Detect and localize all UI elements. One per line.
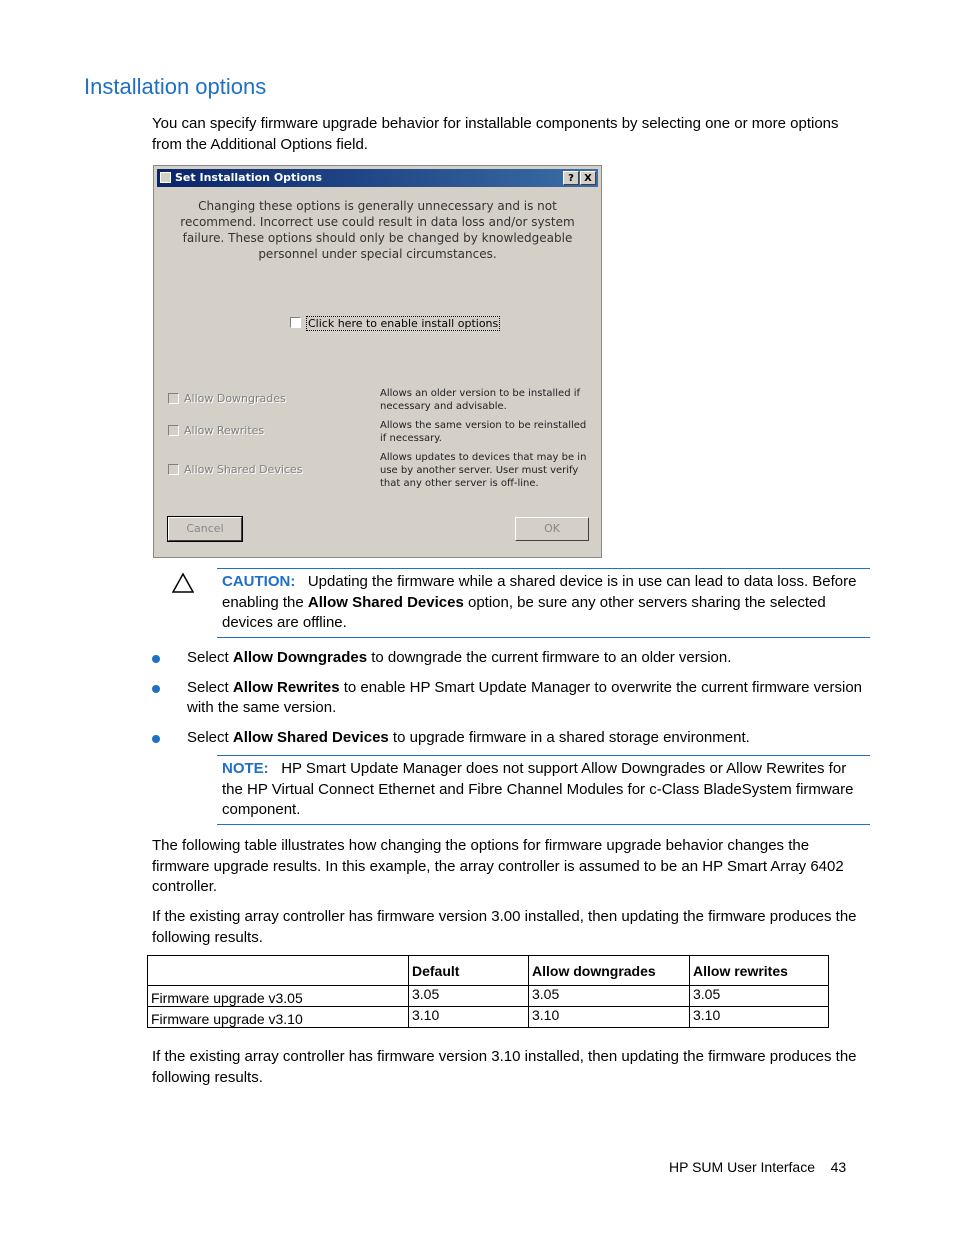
set-installation-options-dialog	[153, 165, 602, 558]
page-footer	[669, 1159, 846, 1175]
window-icon	[160, 172, 171, 183]
table-header-row	[148, 956, 829, 986]
bullet-icon	[152, 655, 160, 663]
table-cell: 3.10	[529, 1007, 690, 1028]
page-title: Installation options	[84, 74, 267, 99]
allow-downgrades-checkbox[interactable]	[168, 393, 179, 404]
allow-downgrades-desc: Allows an older version to be installed if necessary and advisable.	[380, 388, 581, 412]
table-cell: 3.05	[529, 986, 690, 1007]
enable-options-label[interactable]: Click here to enable install options	[308, 317, 499, 330]
table-cell: 3.10	[690, 1007, 829, 1028]
note-bottom-rule	[217, 824, 870, 825]
dialog-titlebar	[157, 169, 598, 187]
close-button[interactable]: X	[580, 171, 596, 185]
caution-text: CAUTION: Updating the firmware while a shared device is in use can lead to data loss. Before enabling the Allow Shared Devices option, be sure any other servers sharing the selected devices are offline.	[222, 573, 857, 631]
cancel-button[interactable]: Cancel	[168, 517, 242, 541]
enable-options-checkbox[interactable]	[290, 317, 301, 328]
table-row	[148, 986, 829, 1007]
table-cell: 3.05	[409, 986, 529, 1007]
bullet-icon	[152, 735, 160, 743]
allow-rewrites-checkbox[interactable]	[168, 425, 179, 436]
dialog-warning-text: Changing these options is generally unnecessary and is not recommend. Incorrect use could result in data loss and/or system failure. These options should only be changed by knowledgeable personnel under special circumstances.	[180, 199, 575, 261]
bullet-allow-shared-devices: Select Allow Shared Devices to upgrade firmware in a shared storage environment.	[187, 729, 750, 746]
note-text: NOTE: HP Smart Update Manager does not support Allow Downgrades or Allow Rewrites for the HP Virtual Connect Ethernet and Fibre Channel Modules for c-Class BladeSystem firmware component.	[222, 760, 854, 818]
bullet-allow-downgrades: Select Allow Downgrades to downgrade the current firmware to an older version.	[187, 649, 732, 666]
table-header: Default	[409, 956, 529, 986]
note-top-rule	[217, 755, 870, 756]
table-cell: Firmware upgrade v3.10	[148, 1007, 409, 1028]
note-label: NOTE:	[222, 760, 269, 777]
footer-section: HP SUM User Interface	[669, 1159, 816, 1175]
bullet-icon	[152, 685, 160, 693]
caution-top-rule	[217, 568, 870, 569]
version-300-paragraph: If the existing array controller has firmware version 3.00 installed, then updating the firmware produces the following results.	[152, 908, 857, 946]
table-cell: 3.05	[690, 986, 829, 1007]
allow-rewrites-desc: Allows the same version to be reinstalled if necessary.	[380, 420, 587, 444]
allow-shared-devices-desc: Allows updates to devices that may be in use by another server. User must verify that any other server is off-line.	[380, 452, 587, 489]
allow-rewrites-label: Allow Rewrites	[184, 424, 265, 437]
caution-triangle-icon	[172, 572, 194, 594]
ok-button[interactable]: OK	[515, 517, 589, 541]
bullet-allow-rewrites: Select Allow Rewrites to enable HP Smart Update Manager to overwrite the current firmware version with the same version.	[187, 679, 863, 716]
table-header	[148, 956, 409, 986]
caution-bottom-rule	[217, 637, 870, 638]
allow-shared-devices-label: Allow Shared Devices	[184, 463, 303, 476]
table-cell: 3.10	[409, 1007, 529, 1028]
version-310-paragraph: If the existing array controller has firmware version 3.10 installed, then updating the firmware produces the following results.	[152, 1048, 857, 1086]
caution-label: CAUTION:	[222, 573, 296, 590]
intro-paragraph: You can specify firmware upgrade behavior for installable components by selecting one or more options from the Additional Options field.	[152, 115, 839, 153]
table-row	[148, 1007, 829, 1028]
table-intro-paragraph: The following table illustrates how changing the options for firmware upgrade behavior changes the firmware upgrade results. In this example, the array controller is assumed to be an HP Smart Array 6402 controller.	[152, 837, 844, 895]
firmware-results-table	[147, 955, 829, 1028]
help-button[interactable]: ?	[563, 171, 579, 185]
table-header: Allow rewrites	[690, 956, 829, 986]
table-header: Allow downgrades	[529, 956, 690, 986]
allow-shared-devices-checkbox[interactable]	[168, 464, 179, 475]
dialog-title: Set Installation Options	[175, 171, 323, 184]
table-cell: Firmware upgrade v3.05	[148, 986, 409, 1007]
allow-downgrades-label: Allow Downgrades	[184, 392, 286, 405]
footer-page-number: 43	[830, 1159, 847, 1175]
